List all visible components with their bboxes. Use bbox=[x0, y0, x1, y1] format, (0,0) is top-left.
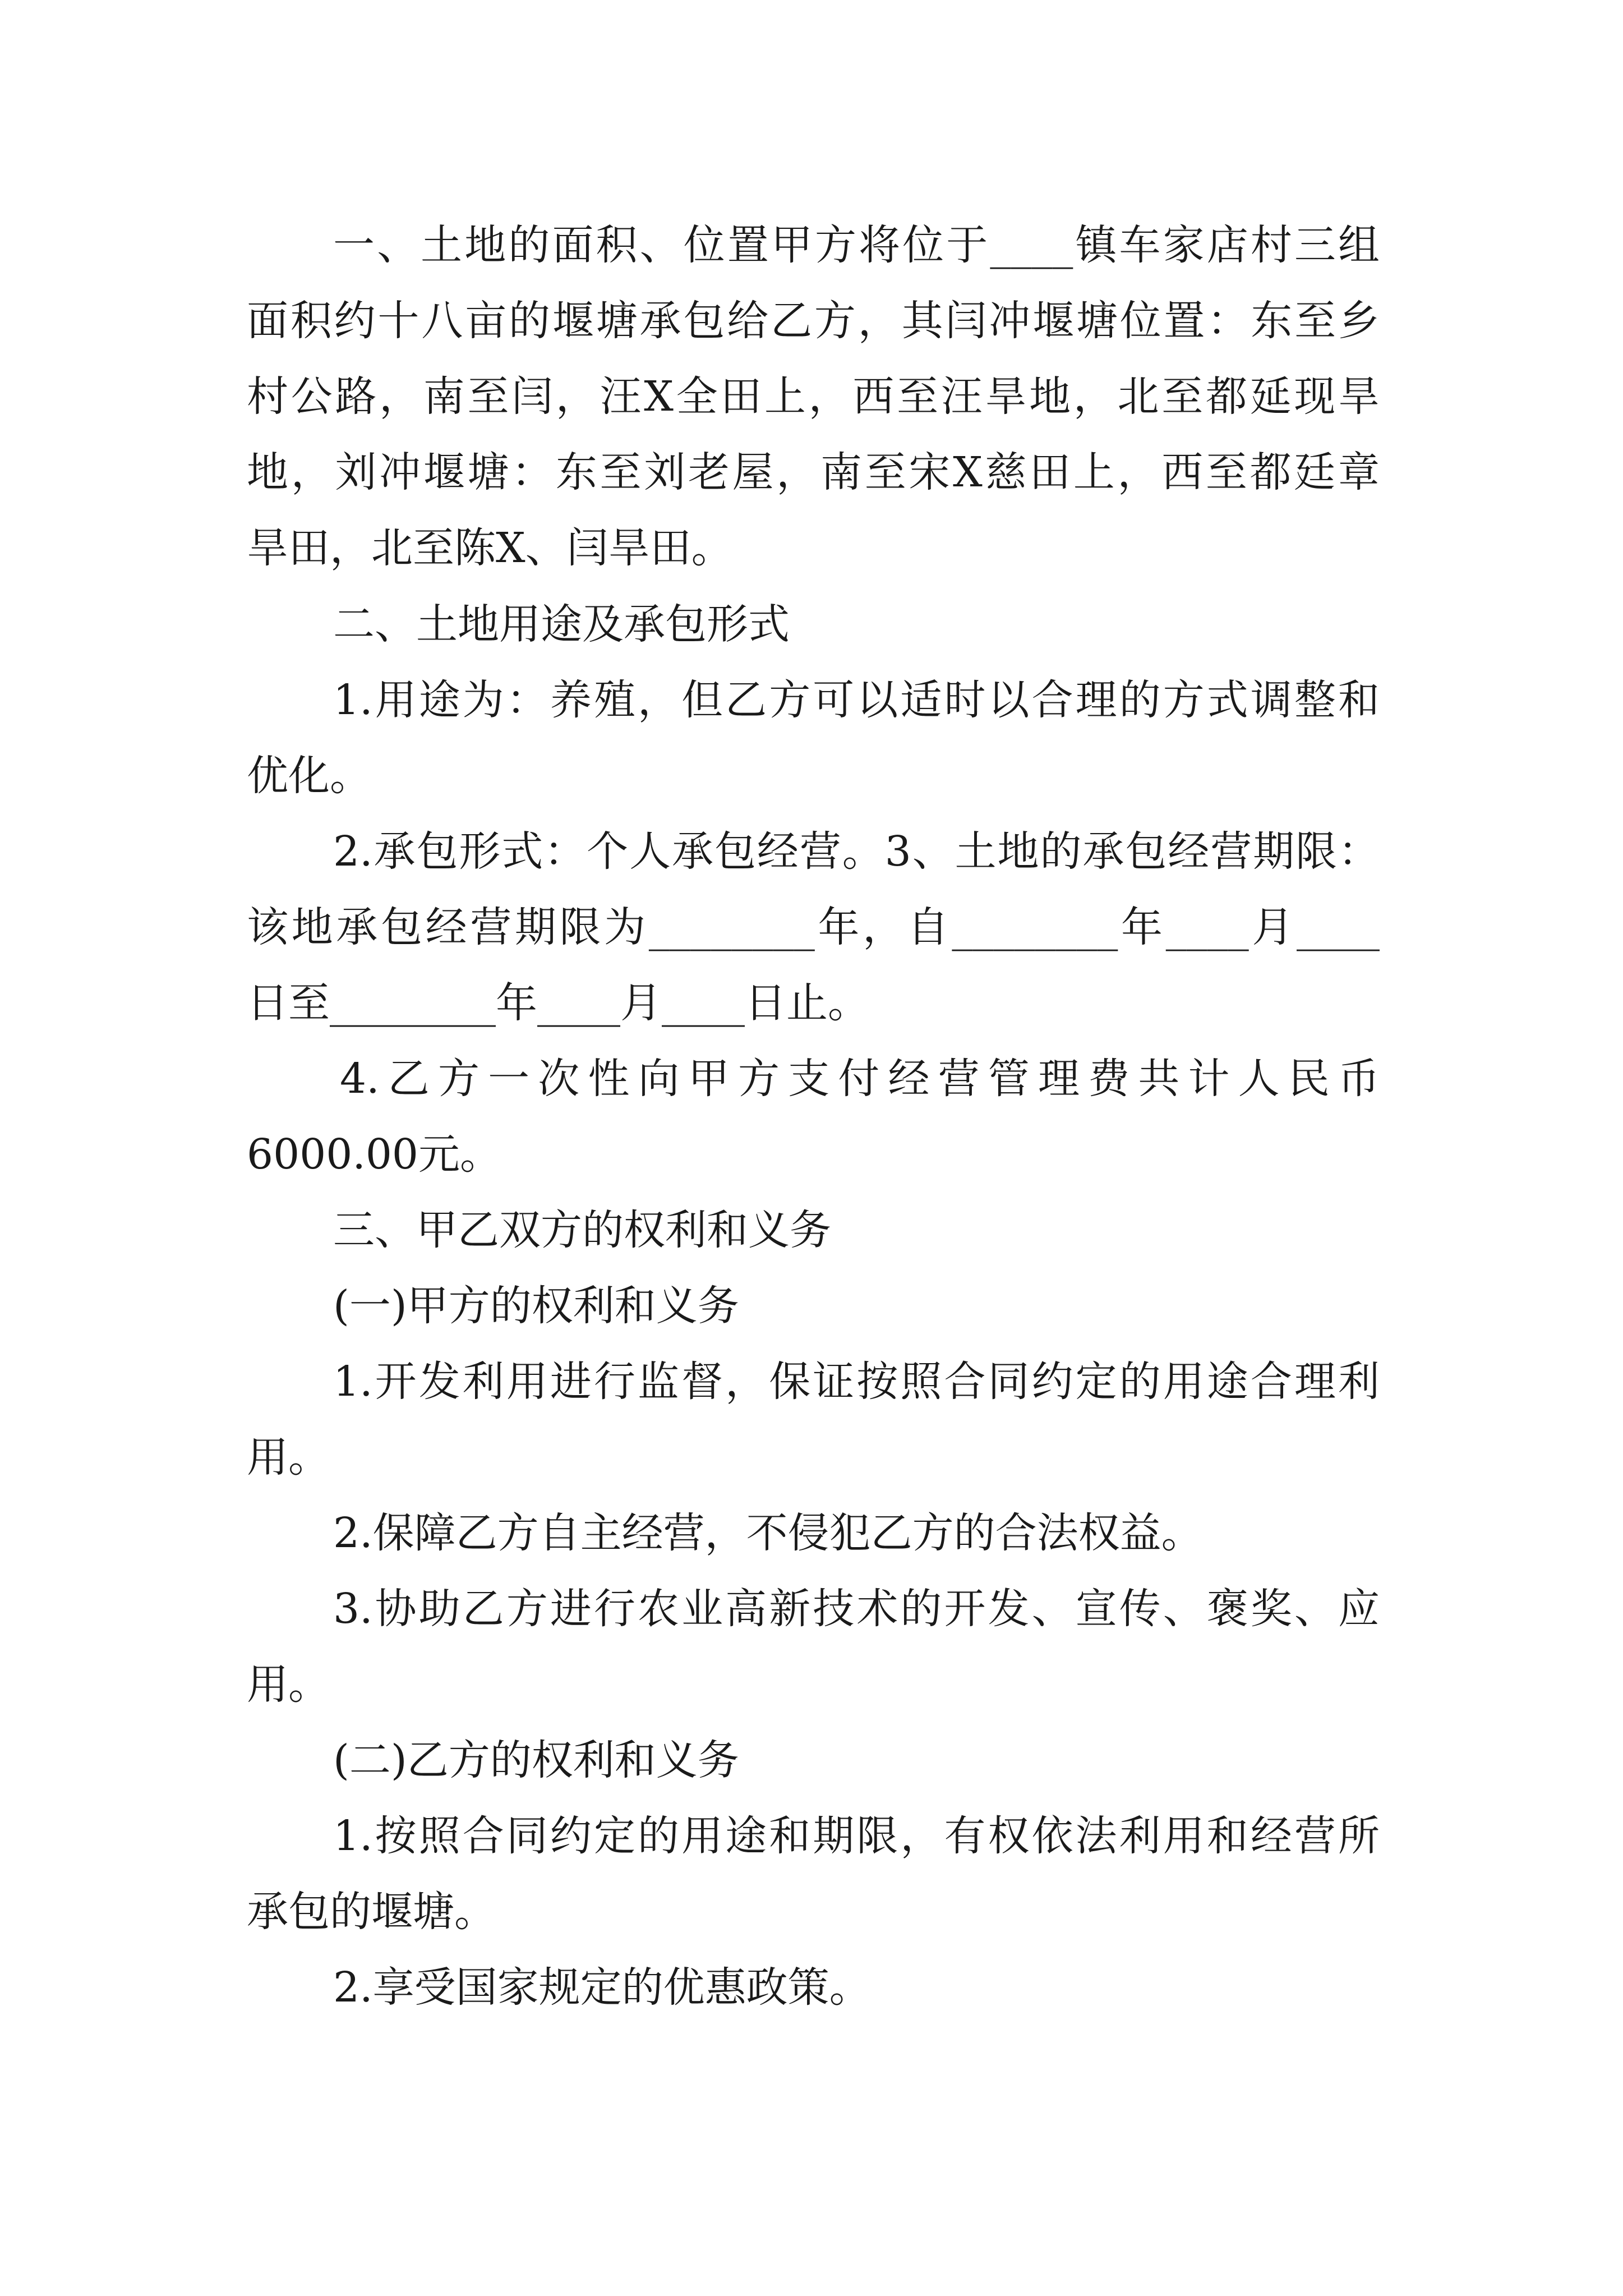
paragraph-line: 2.享受国家规定的优惠政策。 bbox=[333, 1963, 871, 2012]
paragraph-line: 用。 bbox=[247, 1660, 330, 1709]
paragraph-line: 1.用途为：养殖，但乙方可以适时以合理的方式调整和 bbox=[333, 676, 1380, 724]
paragraph-line: 1.按照合同约定的用途和期限，有权依法利用和经营所 bbox=[333, 1812, 1380, 1860]
paragraph-line: 3.协助乙方进行农业高新技术的开发、宣传、褒奖、应 bbox=[333, 1585, 1380, 1633]
paragraph-line: 6000.00元。 bbox=[247, 1130, 502, 1179]
section-heading: 三、甲乙双方的权利和义务 bbox=[333, 1206, 831, 1254]
paragraph-line: 承包的堰塘。 bbox=[247, 1888, 496, 1936]
paragraph-line: 面积约十八亩的堰塘承包给乙方，其闫冲堰塘位置：东至乡 bbox=[247, 297, 1380, 345]
paragraph-line: 2.承包形式：个人承包经营。3、土地的承包经营期限： bbox=[333, 827, 1380, 876]
paragraph-line: 用。 bbox=[247, 1433, 330, 1481]
paragraph-line: 日至________年____月____日止。 bbox=[247, 979, 869, 1027]
paragraph-line: 2.保障乙方自主经营，不侵犯乙方的合法权益。 bbox=[333, 1509, 1203, 1557]
section-heading: 二、土地用途及承包形式 bbox=[333, 600, 790, 648]
paragraph-line: 1.开发利用进行监督，保证按照合同约定的用途合理利 bbox=[333, 1358, 1380, 1406]
paragraph-line: 地，刘冲堰塘：东至刘老屋，南至宋X慈田上，西至都廷章 bbox=[247, 448, 1380, 496]
paragraph-line: 旱田，北至陈X、闫旱田。 bbox=[247, 524, 733, 572]
paragraph-line: 4.乙方一次性向甲方支付经营管理费共计人民币 bbox=[340, 1055, 1380, 1103]
paragraph-line: 村公路，南至闫，汪X全田上，西至汪旱地，北至都延现旱 bbox=[247, 372, 1380, 421]
subsection-heading: (一)甲方的权利和义务 bbox=[333, 1282, 739, 1330]
subsection-heading: (二)乙方的权利和义务 bbox=[333, 1736, 739, 1784]
paragraph-line: 优化。 bbox=[247, 752, 371, 800]
paragraph-line: 该地承包经营期限为________年，自________年____月____ bbox=[247, 903, 1380, 951]
paragraph-line: 一、土地的面积、位置甲方将位于____镇车家店村三组 bbox=[333, 221, 1380, 269]
